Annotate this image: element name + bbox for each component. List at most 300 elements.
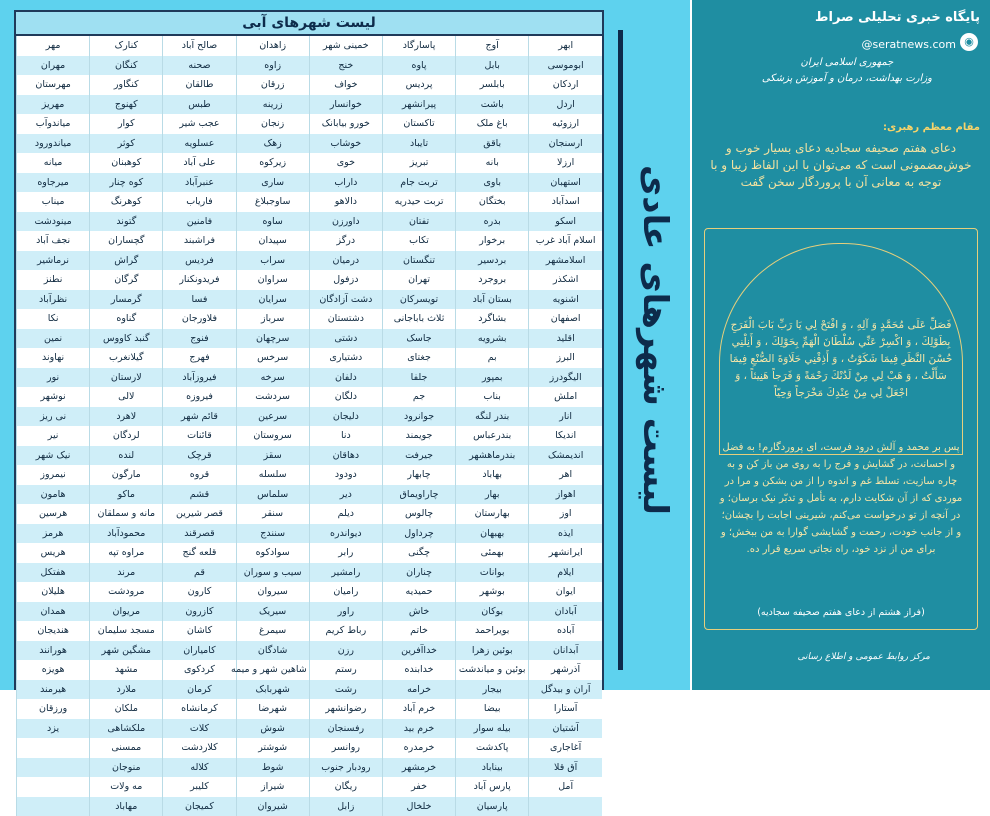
city-cell: طبس (163, 95, 236, 115)
city-cell: باشت (456, 95, 529, 115)
site-name: پایگاه خبری تحلیلی صراط (815, 10, 980, 25)
city-cell: سرباز (236, 309, 309, 329)
city-cell: آستارا (529, 699, 602, 719)
city-cell: محمودآباد (90, 524, 163, 544)
city-cell: قصرقند (163, 524, 236, 544)
city-cell: مارگون (90, 465, 163, 485)
city-cell: فنوج (163, 329, 236, 349)
city-cell: درگز (309, 231, 382, 251)
table-row (17, 543, 603, 563)
city-cell: سنندج (236, 524, 309, 544)
city-cell: دیواندره (309, 524, 382, 544)
city-cell: کلیبر (163, 777, 236, 797)
city-cell: فیروزآباد (163, 368, 236, 388)
city-cell: مرند (90, 563, 163, 583)
city-cell: شوشتر (236, 738, 309, 758)
city-cell: اشکذر (529, 270, 602, 290)
city-cell: میناب (17, 192, 90, 212)
city-cell: عسلویه (163, 134, 236, 154)
city-cell: میاندوآب (17, 114, 90, 134)
city-cell: اسلام آباد غرب (529, 231, 602, 251)
city-cell: الیگودرز (529, 368, 602, 388)
city-cell: روانسر (309, 738, 382, 758)
city-cell: نجف آباد (17, 231, 90, 251)
city-cell: لارستان (90, 368, 163, 388)
city-cell: تایباد (382, 134, 455, 154)
city-cell: اندیمشک (529, 446, 602, 466)
city-cell: سیمرغ (236, 621, 309, 641)
city-cell: ابهر (529, 36, 602, 56)
city-cell: فامنین (163, 212, 236, 232)
city-cell: خفر (382, 777, 455, 797)
table-row (17, 387, 603, 407)
table-row (17, 348, 603, 368)
city-cell: آبدانان (529, 641, 602, 661)
table-row (17, 329, 603, 349)
city-cell: خاتم (382, 621, 455, 641)
city-cell: دلگان (309, 387, 382, 407)
city-cell: گیلانغرب (90, 348, 163, 368)
city-cell: قروه (163, 465, 236, 485)
city-cell: بهاباد (456, 465, 529, 485)
city-cell: بابل (456, 56, 529, 76)
city-cell: سروستان (236, 426, 309, 446)
city-cell: کوثر (90, 134, 163, 154)
city-cell: دشتیاری (309, 348, 382, 368)
table-row (17, 231, 603, 251)
city-cell: سرخس (236, 348, 309, 368)
city-cell: شیروان (236, 797, 309, 816)
city-cell: گرگان (90, 270, 163, 290)
table-row (17, 524, 603, 544)
city-cell: یزد (17, 719, 90, 739)
city-cell: بهارستان (456, 504, 529, 524)
city-cell: دهاقان (309, 446, 382, 466)
city-cell: دلیجان (309, 407, 382, 427)
table-row (17, 680, 603, 700)
city-cell: دالاهو (309, 192, 382, 212)
city-cell: بیجار (456, 680, 529, 700)
city-cell: خواف (309, 75, 382, 95)
blue-cities-table (14, 10, 604, 690)
city-cell: میاندورود (17, 134, 90, 154)
city-cell: پارسیان (456, 797, 529, 816)
city-cell: ایذه (529, 524, 602, 544)
table-row (17, 153, 603, 173)
city-cell: نکا (17, 309, 90, 329)
city-cell: کرمانشاه (163, 699, 236, 719)
city-cell: مشگین شهر (90, 641, 163, 661)
city-cell: بوئین زهرا (456, 641, 529, 661)
city-cell: پارس آباد (456, 777, 529, 797)
arabic-prayer: فَصَلِّ عَلَى مُحَمَّدٍ وَ آلِهِ ، وَ افْتَحْ لِي يَا رَبِّ بَابَ الْفَرَجِ بِطَوْلِكَ ، وَ اكْسِرْ عَنِّي سُلْطَانَ الْهَمِّ بِحَوْلِكَ ، وَ أَنِلْنِي حُسْنَ النَّظَرِ فِيمَا شَكَوْتُ ، وَ أَذِقْنِي حَلَاوَةَ الصُّنْعِ فِيمَا سَأَلْتُ ، وَ هَبْ لِي مِنْ لَدُنْكَ رَحْمَةً وَ فَرَجاً هَنِيئاً ، وَ اجْعَلْ لِي مِنْ عِنْدِكَ مَخْرَجاً وَحِيّاً (727, 317, 955, 402)
city-cell: فلاورجان (163, 309, 236, 329)
city-cell: رفسنجان (309, 719, 382, 739)
city-cell: تربت جام (382, 173, 455, 193)
city-cell: آران و بیدگل (529, 680, 602, 700)
city-cell: کنگاور (90, 75, 163, 95)
city-cell: زهک (236, 134, 309, 154)
city-cell: آوج (456, 36, 529, 56)
city-cell: هرمز (17, 524, 90, 544)
city-cell: کلات (163, 719, 236, 739)
city-cell: رستم (309, 660, 382, 680)
table-row (17, 641, 603, 661)
persian-translation: پس بر محمد و آلش درود فرست، ای پروردگارم! به فضل و احسانت، در گشایش و فرج را به روی من باز کن و به چاره سازیت، تسلط غم و اندوه را از من بشکن و مرا در موردی که از آن شکایت دارم، به تأمل و تدبّر نیک برسان؛ و در آنچه از تو درخواست می‌کنم، شیرینی اجابت را بچشان؛ و از جانب خودت، رحمت و گشایشی گوارا به من ببخش؛ و برای من از نزد خود، راه نجاتی سریع قرار ده. (719, 439, 963, 558)
table-row (17, 777, 603, 797)
city-cell: مینودشت (17, 212, 90, 232)
table-row (17, 114, 603, 134)
city-cell: هویزه (17, 660, 90, 680)
header-line: جمهوری اسلامی ایران (762, 55, 932, 71)
city-cell: هندیجان (17, 621, 90, 641)
city-cell: بردسیر (456, 251, 529, 271)
city-cell: خمینی شهر (309, 36, 382, 56)
city-cell: اردکان (529, 75, 602, 95)
city-cell: زیرکوه (236, 153, 309, 173)
city-cell: آق قلا (529, 758, 602, 778)
table-row (17, 134, 603, 154)
table-row (17, 270, 603, 290)
city-cell: بهمئی (456, 543, 529, 563)
city-cell: استهبان (529, 173, 602, 193)
prayer-source: (فراز هشتم از دعای هفتم صحیفه سجادیه) (719, 607, 963, 618)
table-row (17, 719, 603, 739)
city-cell: دزفول (309, 270, 382, 290)
city-cell: شوط (236, 758, 309, 778)
city-cell: کنگان (90, 56, 163, 76)
city-cell: ابوموسی (529, 56, 602, 76)
city-cell: بیضا (456, 699, 529, 719)
city-cell: آشتیان (529, 719, 602, 739)
table-row (17, 485, 603, 505)
city-cell: بندر لنگه (456, 407, 529, 427)
city-cell: مریوان (90, 602, 163, 622)
city-cell: بوئین و میاندشت (456, 660, 529, 680)
city-cell: عنبرآباد (163, 173, 236, 193)
city-cell: اوز (529, 504, 602, 524)
city-cell: کازرون (163, 602, 236, 622)
table-row (17, 602, 603, 622)
city-cell: چاراویماق (382, 485, 455, 505)
city-cell: سلماس (236, 485, 309, 505)
city-cell: نور (17, 368, 90, 388)
city-cell: قائنات (163, 426, 236, 446)
city-cell: شیراز (236, 777, 309, 797)
table-row (17, 173, 603, 193)
city-cell: بندرعباس (456, 426, 529, 446)
city-cell: بشرویه (456, 329, 529, 349)
city-cell: بمپور (456, 368, 529, 388)
city-cell: رزن (309, 641, 382, 661)
city-cell: تاکستان (382, 114, 455, 134)
city-cell: آباده (529, 621, 602, 641)
city-cell: رشت (309, 680, 382, 700)
city-cell: لردگان (90, 426, 163, 446)
city-cell: مانه و سملقان (90, 504, 163, 524)
city-cell: املش (529, 387, 602, 407)
city-cell: بناب (456, 387, 529, 407)
city-cell: ماکو (90, 485, 163, 505)
table-row (17, 660, 603, 680)
table-row (17, 504, 603, 524)
city-cell: داراب (309, 173, 382, 193)
city-cell: ساری (236, 173, 309, 193)
city-cell: ثلاث باباجانی (382, 309, 455, 329)
city-cell: چالوس (382, 504, 455, 524)
city-cell: اردل (529, 95, 602, 115)
city-cell: آبادان (529, 602, 602, 622)
city-cell: رامشیر (309, 563, 382, 583)
city-cell: میانه (17, 153, 90, 173)
city-cell: اهواز (529, 485, 602, 505)
city-cell: کاشان (163, 621, 236, 641)
city-cell: خرم آباد (382, 699, 455, 719)
cities-grid (16, 36, 602, 816)
city-cell: سرعین (236, 407, 309, 427)
city-cell: سیب و سوران (236, 563, 309, 583)
city-cell: دودود (309, 465, 382, 485)
city-cell: کوهرنگ (90, 192, 163, 212)
city-cell (17, 797, 90, 816)
city-cell: بندرماهشهر (456, 446, 529, 466)
city-cell: لالی (90, 387, 163, 407)
site-url: @seratnews.com (861, 38, 956, 51)
city-cell: مه ولات (90, 777, 163, 797)
city-cell: فردیس (163, 251, 236, 271)
city-cell: رضوانشهر (309, 699, 382, 719)
city-cell: نرماشیر (17, 251, 90, 271)
city-cell: چناران (382, 563, 455, 583)
city-cell: گناوه (90, 309, 163, 329)
city-cell: ممسنی (90, 738, 163, 758)
table-row (17, 446, 603, 466)
city-cell: لنده (90, 446, 163, 466)
city-cell: هامون (17, 485, 90, 505)
city-cell: ملارد (90, 680, 163, 700)
city-cell (529, 797, 602, 816)
city-cell: مراوه تپه (90, 543, 163, 563)
city-cell: صالح آباد (163, 36, 236, 56)
city-cell: بانه (456, 153, 529, 173)
table-row (17, 56, 603, 76)
city-cell: جوانرود (382, 407, 455, 427)
ministry-header (762, 55, 932, 87)
city-cell: گتوند (90, 212, 163, 232)
city-cell: البرز (529, 348, 602, 368)
city-cell: فهرج (163, 348, 236, 368)
city-cell: دیر (309, 485, 382, 505)
city-cell: تنگستان (382, 251, 455, 271)
city-cell: اشنویه (529, 290, 602, 310)
city-cell: تهران (382, 270, 455, 290)
city-cell: همدان (17, 602, 90, 622)
table-row (17, 290, 603, 310)
city-cell: کوه چنار (90, 173, 163, 193)
city-cell: صحنه (163, 56, 236, 76)
city-cell: سردشت (236, 387, 309, 407)
table-row (17, 758, 603, 778)
city-cell (17, 738, 90, 758)
city-cell: سراب (236, 251, 309, 271)
city-cell: نیر (17, 426, 90, 446)
table-row (17, 699, 603, 719)
news-logo-icon: ◉ (960, 33, 978, 51)
city-cell: تویسرکان (382, 290, 455, 310)
city-cell: سلسله (236, 465, 309, 485)
city-cell: نمین (17, 329, 90, 349)
city-cell: اصفهان (529, 309, 602, 329)
city-cell: جیرفت (382, 446, 455, 466)
city-cell: رابر (309, 543, 382, 563)
city-cell: شهرضا (236, 699, 309, 719)
intro-text: دعای هفتم صحیفه سجادیه دعای بسیار خوب و خوش‌مضمونی است که می‌توان با این الفاظ زیبا و با توجه به معانی آن با پروردگار سخن گفت (710, 140, 972, 191)
city-cell: نهاوند (17, 348, 90, 368)
city-cell: کلاردشت (163, 738, 236, 758)
city-cell: اقلید (529, 329, 602, 349)
city-cell: مسجد سلیمان (90, 621, 163, 641)
city-cell: جلفا (382, 368, 455, 388)
table-row (17, 465, 603, 485)
table-row (17, 738, 603, 758)
city-cell: بابلسر (456, 75, 529, 95)
city-cell: سرچهان (236, 329, 309, 349)
table-row (17, 426, 603, 446)
city-cell: هریس (17, 543, 90, 563)
city-cell: شوش (236, 719, 309, 739)
city-cell: ساوجبلاغ (236, 192, 309, 212)
normal-cities-title (625, 60, 685, 620)
city-cell: قم (163, 563, 236, 583)
table-row (17, 563, 603, 583)
city-cell: جویمند (382, 426, 455, 446)
city-cell: کامیاران (163, 641, 236, 661)
city-cell: خرمشهر (382, 758, 455, 778)
city-cell: سقز (236, 446, 309, 466)
city-cell: خداآفرین (382, 641, 455, 661)
city-cell: نیک شهر (17, 446, 90, 466)
city-cell: زاوه (236, 56, 309, 76)
city-cell: بم (456, 348, 529, 368)
city-cell: هورانند (17, 641, 90, 661)
city-cell: خدابنده (382, 660, 455, 680)
city-cell: سراوان (236, 270, 309, 290)
city-cell: زابل (309, 797, 382, 816)
footer-text: مرکز روابط عمومی و اطلاع رسانی (797, 652, 930, 662)
city-cell: باقق (456, 134, 529, 154)
city-cell: ارزوئیه (529, 114, 602, 134)
ornamental-frame (704, 228, 978, 630)
prayer-panel (692, 0, 990, 690)
city-cell: تبریز (382, 153, 455, 173)
city-cell: پیرانشهر (382, 95, 455, 115)
city-cell: خلخال (382, 797, 455, 816)
city-cell: مشهد (90, 660, 163, 680)
city-cell: سرخه (236, 368, 309, 388)
city-cell: قصر شیرین (163, 504, 236, 524)
city-cell: سرایان (236, 290, 309, 310)
table-row (17, 407, 603, 427)
city-cell: تربت حیدریه (382, 192, 455, 212)
city-cell: قلعه گنج (163, 543, 236, 563)
table-row (17, 95, 603, 115)
city-cell: گراش (90, 251, 163, 271)
city-cell: بیله سوار (456, 719, 529, 739)
city-cell: دیلم (309, 504, 382, 524)
vertical-title-text: لیست شهرهای عادی (635, 165, 675, 515)
city-cell: خرامه (382, 680, 455, 700)
table-row (17, 75, 603, 95)
city-cell: هلیلان (17, 582, 90, 602)
city-cell: بوکان (456, 602, 529, 622)
city-cell: رودبار جنوب (309, 758, 382, 778)
city-cell: راور (309, 602, 382, 622)
city-cell: کوار (90, 114, 163, 134)
city-cell: مهران (17, 56, 90, 76)
city-cell: بروجرد (456, 270, 529, 290)
city-cell: دنا (309, 426, 382, 446)
city-cell: نوشهر (17, 387, 90, 407)
city-cell: طالقان (163, 75, 236, 95)
city-cell: قشم (163, 485, 236, 505)
city-cell: ایلام (529, 563, 602, 583)
city-cell: آمل (529, 777, 602, 797)
city-cell: کردکوی (163, 660, 236, 680)
table-row (17, 251, 603, 271)
city-cell: نطنز (17, 270, 90, 290)
city-cell: اسلامشهر (529, 251, 602, 271)
city-cell: کلاله (163, 758, 236, 778)
city-cell: فیروزه (163, 387, 236, 407)
table-row (17, 797, 603, 816)
city-cell: دلفان (309, 368, 382, 388)
city-cell: نیمروز (17, 465, 90, 485)
city-cell: درمیان (309, 251, 382, 271)
city-cell: ایرانشهر (529, 543, 602, 563)
city-cell: شاهین شهر و میمه (236, 660, 309, 680)
city-cell: آغاجاری (529, 738, 602, 758)
city-cell: رامیان (309, 582, 382, 602)
table-row (17, 212, 603, 232)
city-cell: گرمسار (90, 290, 163, 310)
city-cell: اسکو (529, 212, 602, 232)
city-cell: انار (529, 407, 602, 427)
city-cell: خنج (309, 56, 382, 76)
table-row (17, 621, 603, 641)
city-cell: باوی (456, 173, 529, 193)
city-cell: ارزلا (529, 153, 602, 173)
city-cell: سیریک (236, 602, 309, 622)
city-cell: ورزقان (17, 699, 90, 719)
table-row (17, 582, 603, 602)
city-cell: داورزن (309, 212, 382, 232)
city-cell: زنجان (236, 114, 309, 134)
city-cell: کرمان (163, 680, 236, 700)
table-title: لیست شهرهای آبی (16, 12, 602, 36)
city-cell: پردیس (382, 75, 455, 95)
city-cell: نظرآباد (17, 290, 90, 310)
city-cell: مهر (17, 36, 90, 56)
header-line: وزارت بهداشت، درمان و آموزش پزشکی (762, 71, 932, 87)
city-cell: خرم بید (382, 719, 455, 739)
city-cell: زاهدان (236, 36, 309, 56)
city-cell: قائم شهر (163, 407, 236, 427)
city-cell: باغ ملک (456, 114, 529, 134)
city-cell: پاکدشت (456, 738, 529, 758)
city-cell: ارسنجان (529, 134, 602, 154)
city-cell: فسا (163, 290, 236, 310)
city-cell: دشتی (309, 329, 382, 349)
